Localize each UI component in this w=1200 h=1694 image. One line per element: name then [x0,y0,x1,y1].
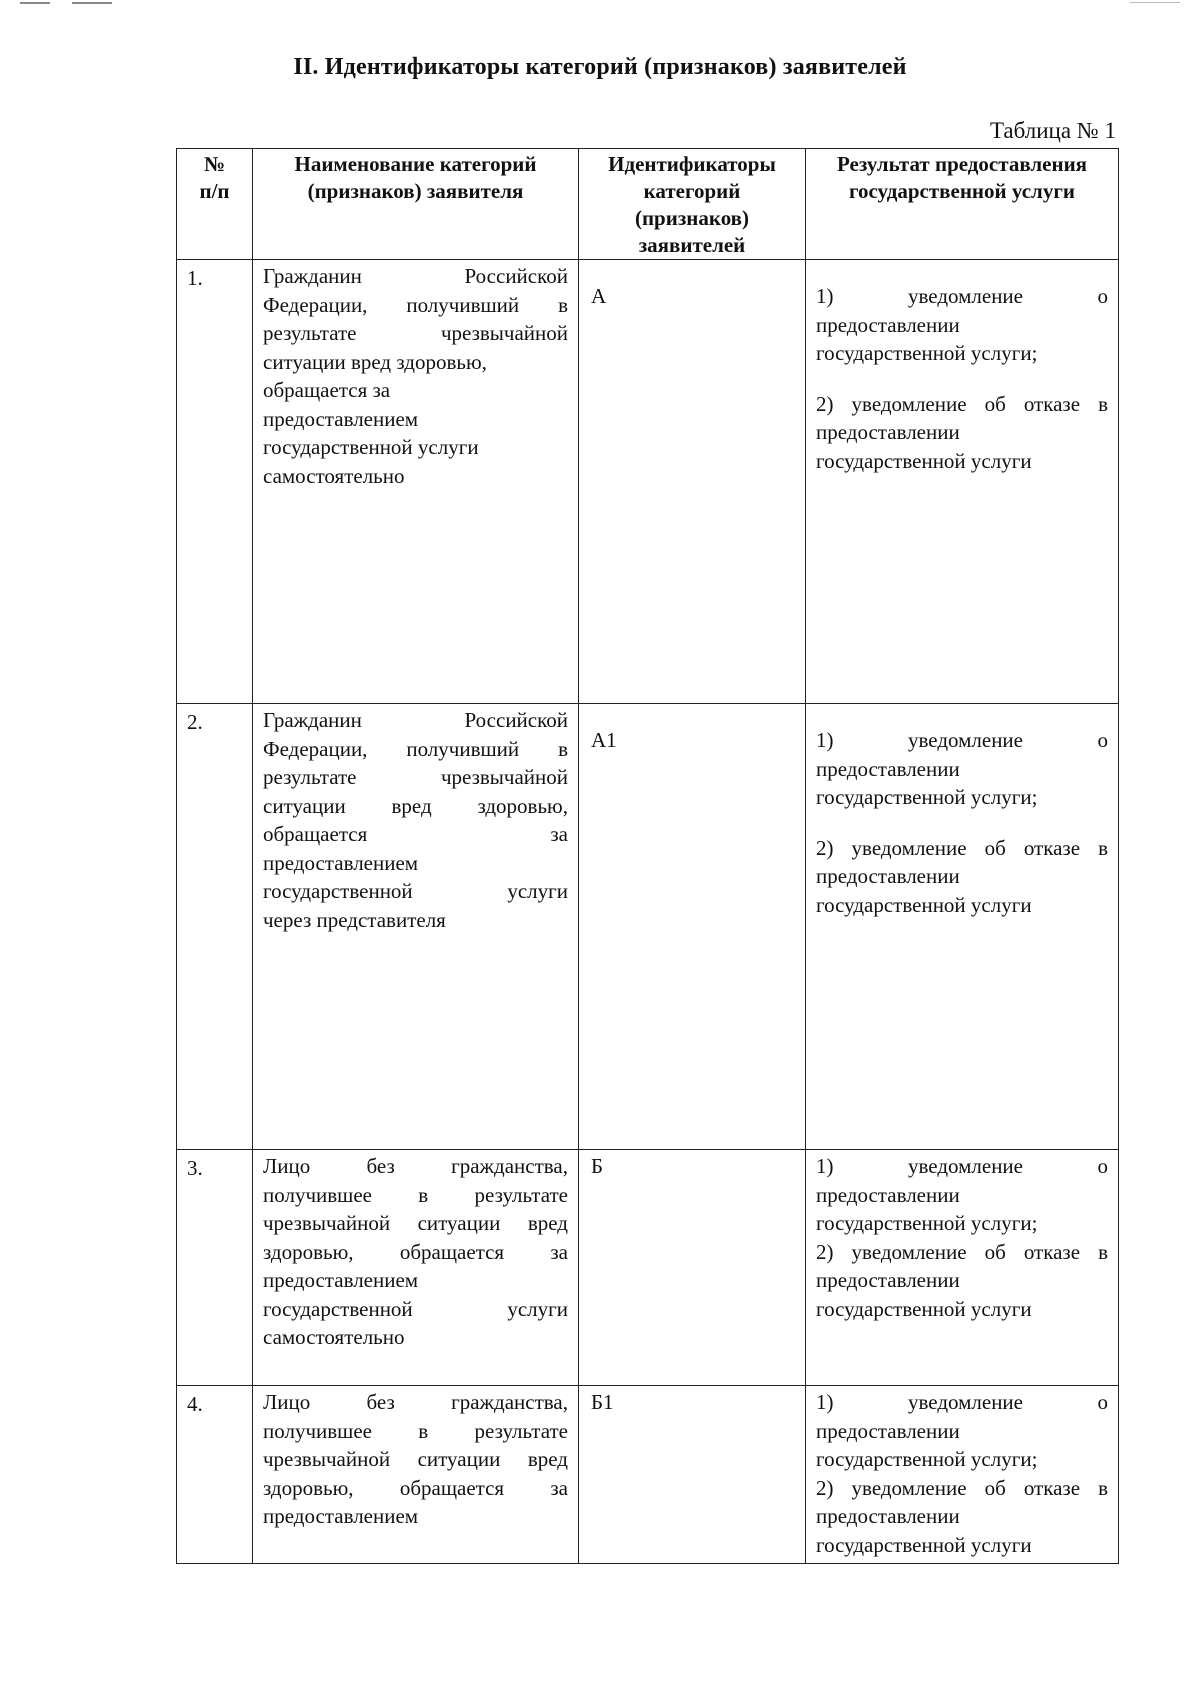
category-name-line: государственной услуги [263,1296,568,1321]
category-name-line: обращается за [263,822,568,846]
header-result [806,149,1119,260]
category-identifier: Б1 [579,1386,806,1564]
table-row [177,1386,1119,1564]
row-number: 2. [177,704,253,1150]
applicant-categories-table [176,148,1119,1564]
category-name-line: Лицо без гражданства, [263,1390,568,1414]
service-result-line: 2) уведомление об отказе в [816,1239,1108,1264]
service-result-line: предоставлении [816,756,960,781]
table-label: Таблица № 1 [989,118,1116,143]
page-title: II. Идентификаторы категорий (признаков) заявителей [293,54,907,80]
service-result [806,704,1119,1150]
service-result-line: предоставлении [816,1268,960,1292]
service-result-line: предоставлении [816,420,960,444]
category-name-line: ситуации вред здоровью, [263,793,568,818]
category-identifier: Б [579,1150,806,1386]
service-result-line: государственной услуги; [816,341,1038,365]
category-name-line: обращается за [263,378,391,402]
row-number: 1. [177,260,253,704]
category-name-line: Гражданин Российской [263,708,568,732]
header-num-line: п/п [199,179,230,203]
service-result-line: государственной услуги; [816,1447,1038,1471]
category-name-line: Гражданин Российской [263,264,568,288]
service-result-line: предоставлении [816,1182,960,1207]
category-name-line: результате чрезвычайной [263,765,568,789]
service-result-line: предоставлении [816,864,960,888]
header-ident-line: Идентификаторы [608,152,776,176]
header-num [177,149,253,260]
service-result-line: 2) уведомление об отказе в [816,1475,1108,1500]
category-name-line: Лицо без гражданства, [263,1154,568,1178]
category-name-line: чрезвычайной ситуации вред [263,1211,568,1235]
table-row [177,260,1119,704]
service-result-line: государственной услуги [816,1296,1032,1321]
header-ident-line: заявителей [638,233,746,257]
header-ident [579,149,806,260]
category-identifier: А1 [579,704,806,1150]
category-name-line: предоставлением [263,1268,419,1292]
category-name-line: получившее в результате [263,1182,568,1207]
service-result-line: государственной услуги; [816,785,1038,809]
category-name [253,260,579,704]
category-name-line: предоставлением [263,850,419,875]
category-name-line: результате чрезвычайной [263,321,568,345]
table-row [177,1150,1119,1386]
category-name-line: здоровью, обращается за [263,1475,568,1500]
header-name-line: Наименование категорий [294,152,537,176]
category-name-line: самостоятельно [263,1325,405,1349]
row-number: 3. [177,1150,253,1386]
category-name-line: Федерации, получивший в [263,292,568,317]
category-name-line: предоставлением [263,1504,419,1528]
header-name [253,149,579,260]
category-name-line: государственной услуги [263,879,568,903]
service-result-line: предоставлении [816,312,960,337]
header-ident-line: (признаков) [634,206,750,230]
category-name-line: здоровью, обращается за [263,1239,568,1264]
service-result-line: предоставлении [816,1418,960,1443]
service-result-line: 1) уведомление о [816,284,1108,308]
service-result-line: государственной услуги [816,892,1032,917]
header-result-line: Результат предоставления [836,152,1088,176]
service-result-line: 1) уведомление о [816,1154,1108,1178]
header-name-line: (признаков) заявителя [307,179,524,203]
category-name-line: предоставлением [263,406,419,431]
category-name [253,1150,579,1386]
service-result-line: 2) уведомление об отказе в [816,835,1108,860]
category-name-line: через представителя [263,907,446,932]
service-result-line: 1) уведомление о [816,728,1108,752]
header-result-line: государственной услуги [849,179,1075,203]
category-name-line: Федерации, получивший в [263,736,568,761]
service-result [806,1150,1119,1386]
category-name [253,1386,579,1564]
scan-mark [72,2,112,4]
scan-mark [20,2,50,4]
table-header-row [177,149,1119,260]
service-result-line: 1) уведомление о [816,1390,1108,1414]
service-result [806,1386,1119,1564]
service-result-line: государственной услуги [816,1532,1032,1557]
category-name-line: ситуации вред здоровью, [263,349,487,374]
header-ident-line: категорий [643,179,741,203]
scan-mark [1130,2,1180,3]
category-name-line: самостоятельно [263,463,405,488]
service-result-line: государственной услуги [816,448,1032,473]
category-name-line: государственной услуги [263,435,479,459]
header-num-line: № [203,152,226,176]
service-result-line: государственной услуги; [816,1211,1038,1235]
service-result [806,260,1119,704]
category-name [253,704,579,1150]
table-row [177,704,1119,1150]
service-result-line [816,812,1108,834]
service-result-line: 2) уведомление об отказе в [816,391,1108,416]
category-identifier: А [579,260,806,704]
row-number: 4. [177,1386,253,1564]
category-name-line: получившее в результате [263,1418,568,1443]
service-result-line: предоставлении [816,1504,960,1528]
category-name-line: чрезвычайной ситуации вред [263,1447,568,1471]
service-result-line [816,368,1108,390]
